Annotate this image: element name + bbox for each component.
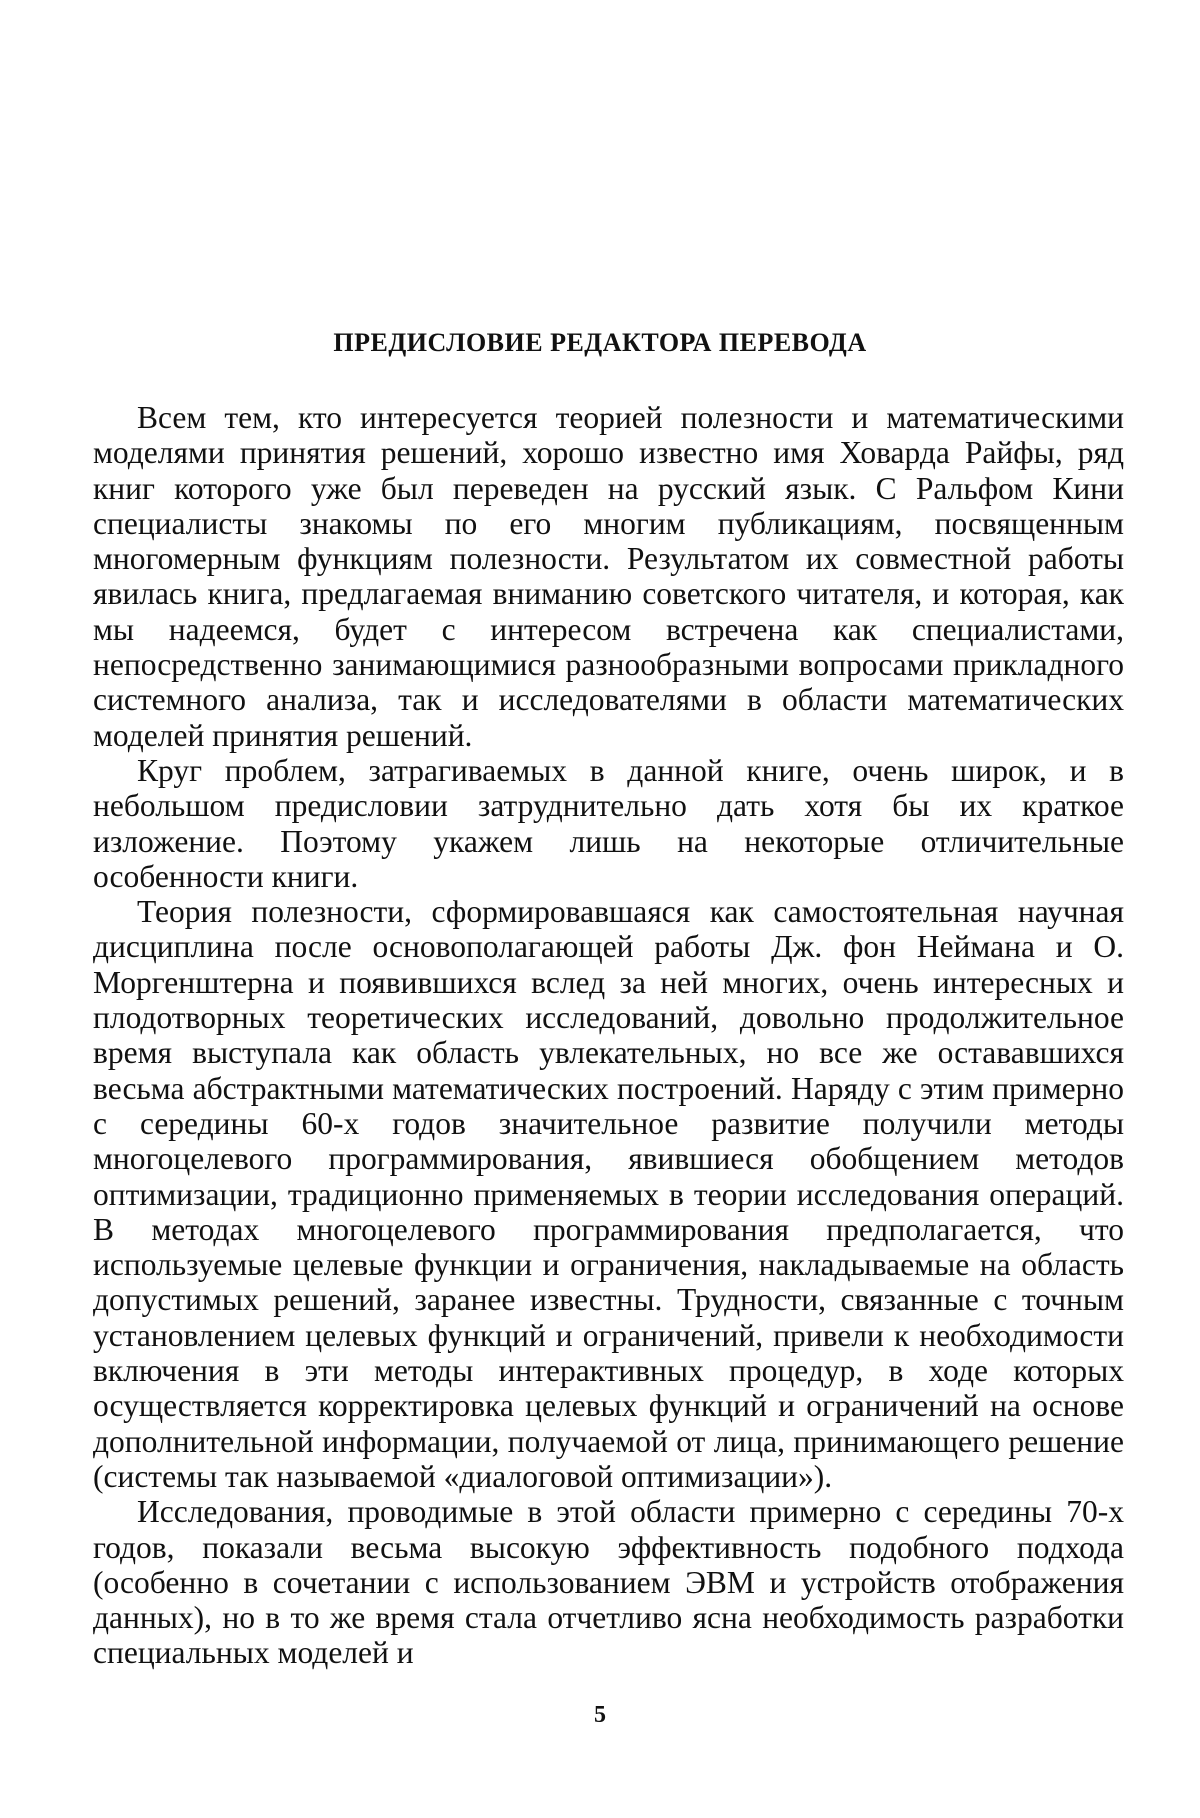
- paragraph-4: Исследования, проводимые в этой области примерно с середины 70-х годов, показали весьма высокую эффективность подобного подхода (особенно в сочетании с использованием ЭВМ и устройств отображения данных), но в то же время стала отчетливо ясна необходимость разработки специальных моделей и: [93, 1494, 1124, 1671]
- page-title: ПРЕДИСЛОВИЕ РЕДАКТОРА ПЕРЕВОДА: [333, 328, 867, 357]
- paragraph-3: Теория полезности, сформировавшаяся как самостоятельная научная дисциплина после основополагающей работы Дж. фон Неймана и О. Моргенштерна и появившихся вслед за ней многих, очень интересных и плодотворных теоретических исследований, довольно продолжительное время выступала как область увлекательных, но все же остававшихся весьма абстрактными математических построений. Наряду с этим примерно с середины 60-х годов значительное развитие получили методы многоцелевого программирования, явившиеся обобщением методов оптимизации, традиционно применяемых в теории исследования операций. В методах многоцелевого программирования предполагается, что используемые целевые функции и ограничения, накладываемые на область допустимых решений, заранее известны. Трудности, связанные с точным установлением целевых функций и ограничений, привели к необходимости включения в эти методы интерактивных процедур, в ходе которых осуществляется корректировка целевых функций и ограничений на основе дополнительной информации, получаемой от лица, принимающего решение (системы так называемой «диалоговой оптимизации»).: [93, 894, 1124, 1494]
- page-number: 5: [594, 1702, 606, 1728]
- paragraph-1: Всем тем, кто интересуется теорией полезности и математическими моделями принятия решений, хорошо известно имя Ховарда Райфы, ряд книг которого уже был переведен на русский язык. С Ральфом Кини специалисты знакомы по его многим публикациям, посвященным многомерным функциям полезности. Результатом их совместной работы явилась книга, предлагаемая вниманию советского читателя, и которая, как мы надеемся, будет с интересом встречена как специалистами, непосредственно занимающимися разнообразными вопросами прикладного системного анализа, так и исследователями в области математических моделей принятия решений.: [93, 400, 1124, 753]
- paragraph-2: Круг проблем, затрагиваемых в данной книге, очень широк, и в небольшом предисловии затруднительно дать хотя бы их краткое изложение. Поэтому укажем лишь на некоторые отличительные особенности книги.: [93, 752, 1124, 894]
- body-text: [93, 400, 1124, 1671]
